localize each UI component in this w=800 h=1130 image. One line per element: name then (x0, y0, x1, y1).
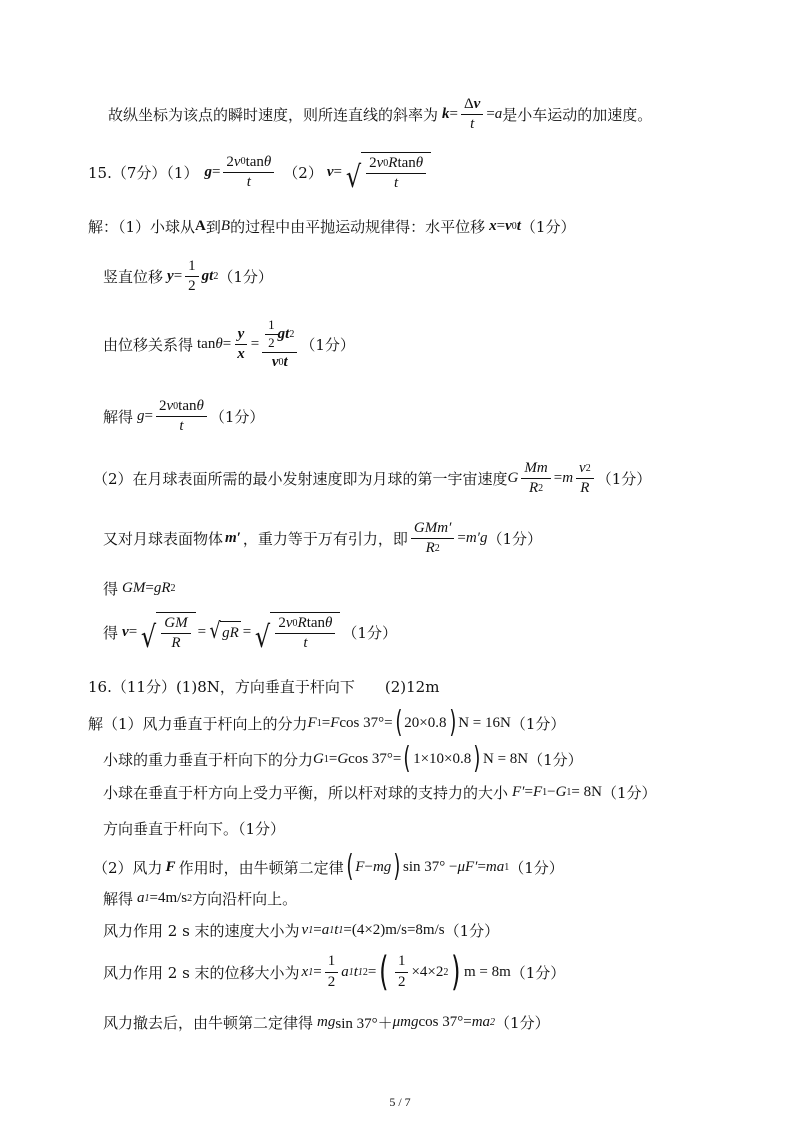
solution-16-balance: 小球在垂直于杆方向上受力平衡，所以杆对球的支持力的大小 F′ = F 1 − G 1 = 8N （1分） (103, 784, 657, 802)
solution-15-gm: 得 GM = gR 2 (103, 580, 176, 598)
solution-16-wind-component: 解（1）风力垂直于杆向上的分力 F 1 = F cos 37°= ( 20×0.8 ) N = 16N （1分） (88, 705, 566, 740)
solution-16-acceleration: 解得 a 1 =4m/s 2 方向沿杆向上。 (103, 890, 298, 908)
question-16-header: 16.（11分）(1)8N，方向垂直于杆向下 (2)12m (88, 677, 440, 696)
solution-15-line-1: 解：（1）小球从 A 到 B 的过程中由平抛运动规律得：水平位移 x = v 0 t （1分） (88, 218, 576, 236)
solution-16-velocity: 风力作用 2 s 末的速度大小为 v 1 = a 1 t 1 =(4×2)m/s=8m/s （1分） (103, 922, 500, 940)
solution-15-v-result: 得 v = √ $\frac{GM}{R}$ = √ gR = √ 2 v 0 R tan θ t （1分） (103, 612, 397, 653)
solution-15-vertical: 竖直位移 y = $\frac{1}{2}$ gt 2 （1分） (103, 258, 273, 295)
question-15-header: 15.（7分）（1） g = 2 v 0 tan θ t （2） v = √ 2 v 0 R tan θ t (88, 152, 433, 193)
solution-16-gravity-component: 小球的重力垂直于杆向下的分力 G 1 = G cos 37°= ( 1×10×0.8 ) N = 8N （1分） (103, 741, 583, 776)
solution-16-direction: 方向垂直于杆向下。（1分） (103, 820, 286, 838)
solution-16-displacement: 风力作用 2 s 末的位移大小为 x 1 = $\frac{1}{2}$ a 1 t 1 2 = ( $\frac{1}{2}$ ×4×2 2 ) m = 8m （1分） (103, 949, 566, 995)
page-number: 5 / 7 (389, 1095, 411, 1109)
solution-15-part-2: （2）在月球表面所需的最小发射速度即为月球的第一宇宙速度 G Mm R 2 = m v 2 R （1分） (93, 460, 652, 497)
solution-15-part-2-gravity: 又对月球表面物体 m′ ，重力等于万有引力，即 GMm′ R 2 = m′g （1分） (103, 520, 543, 557)
solution-15-solve-g: 解得 g = 2 v 0 tan θ t （1分） (103, 398, 265, 435)
solution-15-relation: 由位移关系得 tan θ = $\frac{y}{x}$ = $\frac{1}{2}$ gt 2 v 0 t （1分） (103, 317, 355, 370)
text-line-1: 故纵坐标为该点的瞬时速度，则所连直线的斜率为 k = Δ v t = a 是小车运动的加速度。 (108, 96, 653, 133)
solution-16-after-removal: 风力撤去后，由牛顿第二定律得 mg sin 37°＋ μmg cos 37°= ma 2 （1分） (103, 1014, 550, 1032)
solution-16-part-2: （2）风力 F 作用时，由牛顿第二定律 ( F − mg ) sin 37° − μF′ = ma 1 （1分） (93, 849, 564, 884)
